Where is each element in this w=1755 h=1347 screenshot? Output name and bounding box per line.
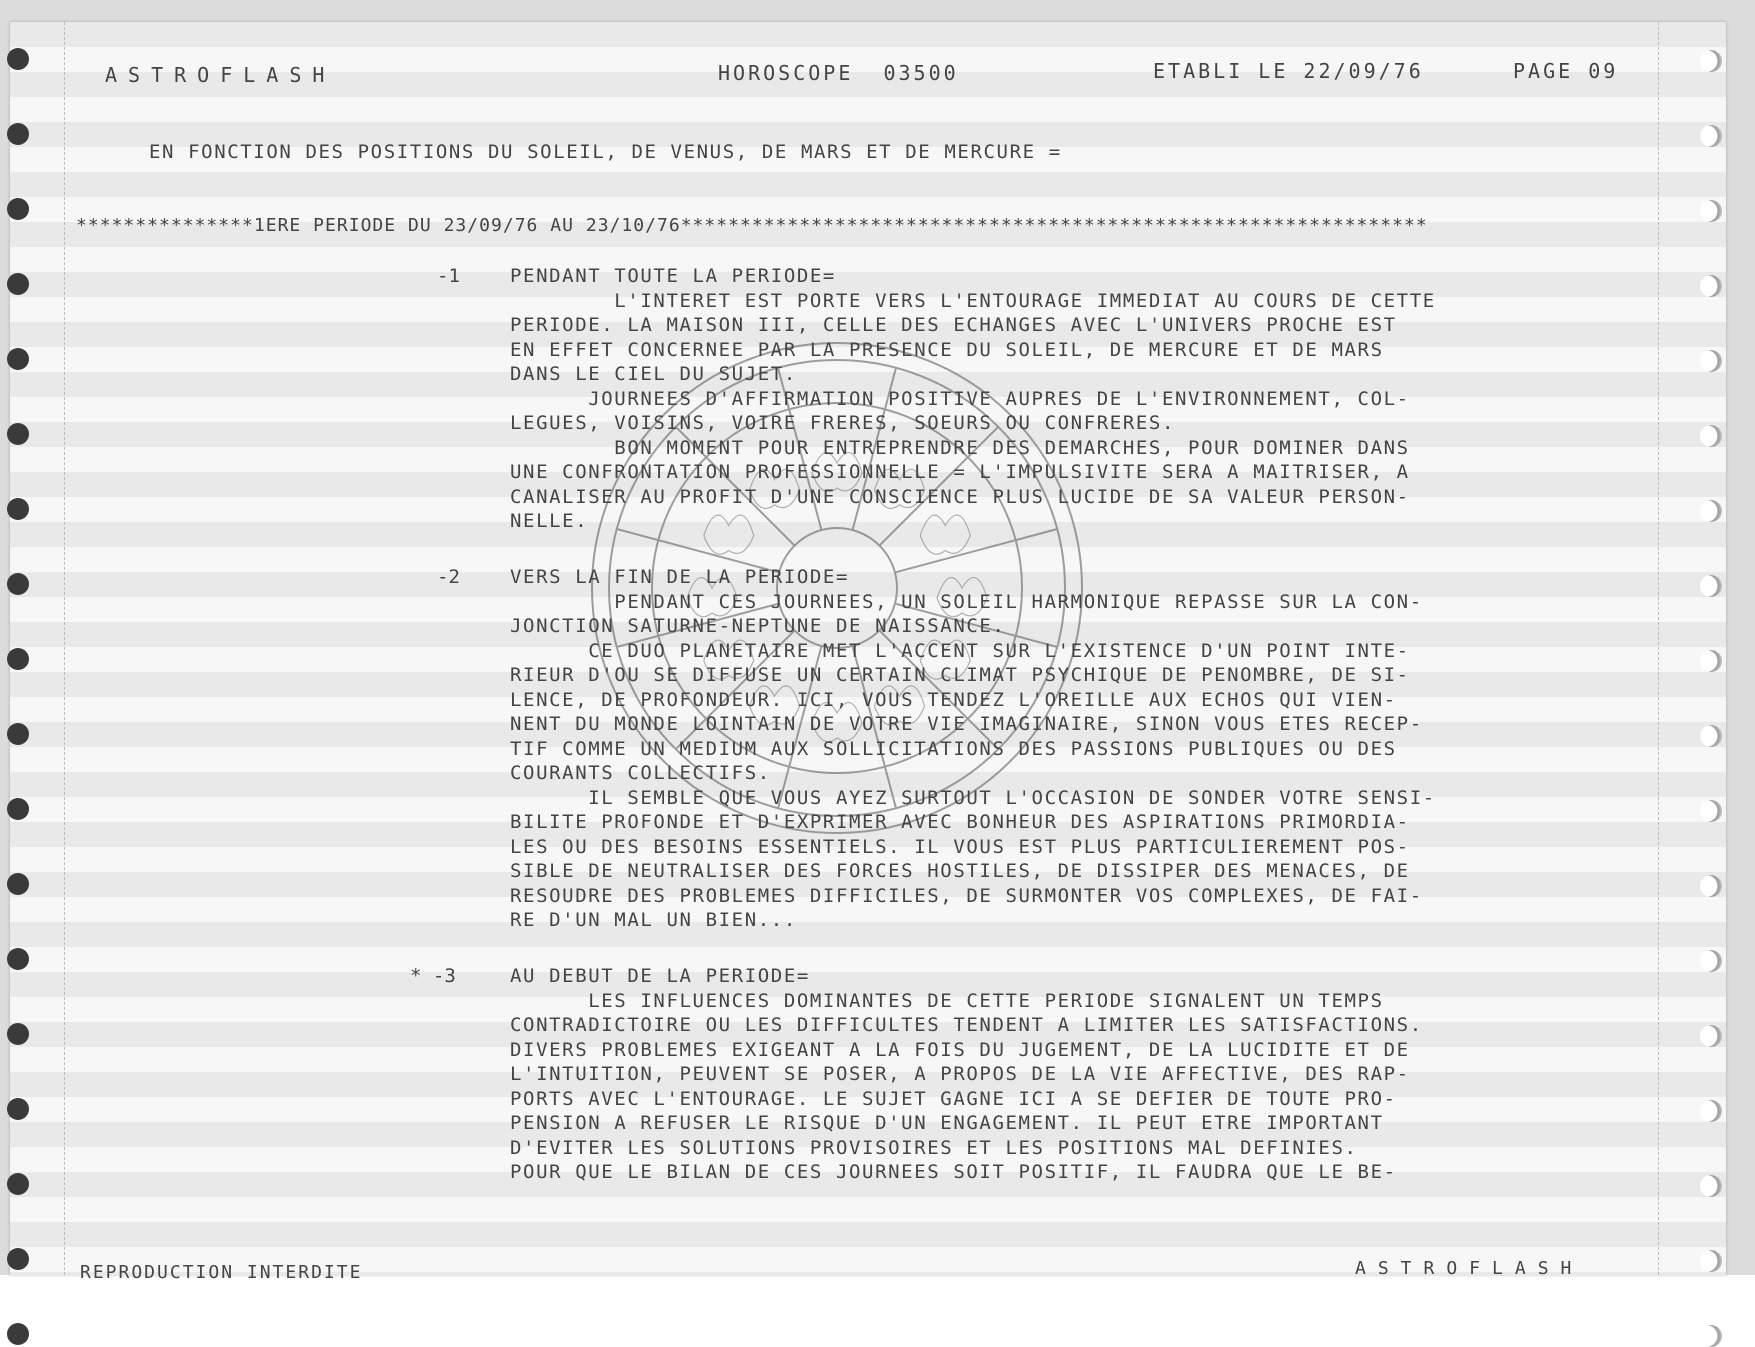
feed-hole-left bbox=[7, 273, 29, 295]
section-number: -1 bbox=[437, 265, 460, 287]
section-text-line: COURANTS COLLECTIFS. bbox=[510, 762, 771, 784]
footer-brand: ASTROFLASH bbox=[1355, 1258, 1584, 1279]
feed-hole-left bbox=[7, 1023, 29, 1045]
feed-hole-right bbox=[1700, 950, 1722, 972]
feed-hole-left bbox=[7, 648, 29, 670]
feed-hole-right bbox=[1700, 350, 1722, 372]
section-text-line: PENDANT TOUTE LA PERIODE= bbox=[510, 265, 836, 287]
horoscope-number: HOROSCOPE 03500 bbox=[718, 61, 959, 85]
feed-hole-left bbox=[7, 1323, 29, 1345]
feed-hole-right bbox=[1700, 1025, 1722, 1047]
section-text-line: RE D'UN MAL UN BIEN... bbox=[510, 909, 797, 931]
section-text-line: LES OU DES BESOINS ESSENTIELS. IL VOUS EST PLUS PARTICULIEREMENT POS- bbox=[510, 835, 1410, 858]
feed-hole-left bbox=[7, 423, 29, 445]
section-text-line: JONCTION SATURNE-NEPTUNE DE NAISSANCE. bbox=[510, 615, 1006, 637]
section-number: -2 bbox=[437, 566, 460, 588]
brand-title: ASTROFLASH bbox=[105, 63, 336, 87]
section-text-line: LENCE, DE PROFONDEUR. ICI, VOUS TENDEZ L'OREILLE AUX ECHOS QUI VIEN- bbox=[510, 688, 1397, 711]
feed-hole-right bbox=[1700, 200, 1722, 222]
section-text-line: BON MOMENT POUR ENTREPRENDRE DES DEMARCHES, POUR DOMINER DANS bbox=[510, 436, 1410, 459]
footer-reproduction-notice: REPRODUCTION INTERDITE bbox=[80, 1262, 363, 1283]
feed-hole-right bbox=[1700, 1250, 1722, 1272]
feed-hole-left bbox=[7, 1098, 29, 1120]
feed-hole-left bbox=[7, 573, 29, 595]
left-tear-line bbox=[64, 22, 65, 1275]
section-text-line: D'EVITER LES SOLUTIONS PROVISOIRES ET LES POSITIONS MAL DEFINIES. bbox=[510, 1136, 1358, 1159]
section-text-line: NENT DU MONDE LOINTAIN DE VOTRE VIE IMAGINAIRE, SINON VOUS ETES RECEP- bbox=[510, 713, 1423, 735]
section-text-line: PERIODE. LA MAISON III, CELLE DES ECHANGES AVEC L'UNIVERS PROCHE EST bbox=[510, 314, 1397, 336]
feed-hole-left bbox=[7, 198, 29, 220]
feed-hole-right bbox=[1700, 1325, 1722, 1347]
feed-hole-left bbox=[7, 1173, 29, 1195]
page-number: PAGE 09 bbox=[1513, 59, 1619, 83]
section-number: * -3 bbox=[410, 965, 456, 987]
established-date: ETABLI LE 22/09/76 bbox=[1153, 59, 1424, 83]
feed-hole-right bbox=[1700, 1100, 1722, 1122]
section-text-line: NELLE. bbox=[510, 510, 589, 532]
feed-hole-right bbox=[1700, 800, 1722, 822]
feed-hole-left bbox=[7, 123, 29, 145]
section-text-line: PORTS AVEC L'ENTOURAGE. LE SUJET GAGNE ICI A SE DEFIER DE TOUTE PRO- bbox=[510, 1087, 1397, 1110]
feed-hole-right bbox=[1700, 650, 1722, 672]
section-text-line: JOURNEES D'AFFIRMATION POSITIVE AUPRES DE L'ENVIRONNEMENT, COL- bbox=[510, 387, 1410, 410]
section-text-line: RIEUR D'OU SE DIFFUSE UN CERTAIN CLIMAT PSYCHIQUE DE PENOMBRE, DE SI- bbox=[510, 664, 1410, 686]
section-text-line: PENSION A REFUSER LE RISQUE D'UN ENGAGEMENT. IL PEUT ETRE IMPORTANT bbox=[510, 1112, 1384, 1134]
section-text-line: CE DUO PLANETAIRE MET L'ACCENT SUR L'EXISTENCE D'UN POINT INTE- bbox=[510, 639, 1410, 662]
section-text-line: DIVERS PROBLEMES EXIGEANT A LA FOIS DU JUGEMENT, DE LA LUCIDITE ET DE bbox=[510, 1038, 1410, 1061]
feed-hole-left bbox=[7, 1248, 29, 1270]
feed-hole-right bbox=[1700, 125, 1722, 147]
feed-hole-right bbox=[1700, 500, 1722, 522]
section-text-line: VERS LA FIN DE LA PERIODE= bbox=[510, 566, 850, 588]
section-text-line: TIF COMME UN MEDIUM AUX SOLLICITATIONS DES PASSIONS PUBLIQUES OU DES bbox=[510, 737, 1397, 760]
section-text-line: POUR QUE LE BILAN DE CES JOURNEES SOIT POSITIF, IL FAUDRA QUE LE BE- bbox=[510, 1161, 1397, 1183]
feed-hole-right bbox=[1700, 725, 1722, 747]
section-text-line: IL SEMBLE QUE VOUS AYEZ SURTOUT L'OCCASION DE SONDER VOTRE SENSI- bbox=[510, 786, 1436, 809]
feed-hole-right bbox=[1700, 275, 1722, 297]
feed-hole-left bbox=[7, 948, 29, 970]
section-text-line: DANS LE CIEL DU SUJET. bbox=[510, 363, 797, 385]
feed-hole-left bbox=[7, 48, 29, 70]
section-text-line: EN EFFET CONCERNEE PAR LA PRESENCE DU SOLEIL, DE MERCURE ET DE MARS bbox=[510, 338, 1384, 361]
section-text-line: RESOUDRE DES PROBLEMES DIFFICILES, DE SURMONTER VOS COMPLEXES, DE FAI- bbox=[510, 884, 1423, 907]
section-text-line: PENDANT CES JOURNEES, UN SOLEIL HARMONIQUE REPASSE SUR LA CON- bbox=[510, 590, 1423, 613]
section-text-line: LEGUES, VOISINS, VOIRE FRERES, SOEURS OU CONFRERES. bbox=[510, 412, 1175, 434]
period-banner: ***************1ERE PERIODE DU 23/09/76 AU 23/10/76*************************************************************** bbox=[76, 215, 1428, 236]
feed-hole-right bbox=[1700, 575, 1722, 597]
feed-hole-left bbox=[7, 348, 29, 370]
section-text-line: AU DEBUT DE LA PERIODE= bbox=[510, 965, 810, 987]
feed-hole-right bbox=[1700, 875, 1722, 897]
feed-hole-left bbox=[7, 798, 29, 820]
right-tear-line bbox=[1658, 22, 1659, 1275]
feed-hole-left bbox=[7, 498, 29, 520]
section-text-line: SIBLE DE NEUTRALISER DES FORCES HOSTILES, DE DISSIPER DES MENACES, DE bbox=[510, 860, 1410, 882]
wheel-spoke bbox=[895, 529, 1057, 572]
section-text-line: BILITE PROFONDE ET D'EXPRIMER AVEC BONHEUR DES ASPIRATIONS PRIMORDIA- bbox=[510, 811, 1410, 833]
feed-hole-left bbox=[7, 723, 29, 745]
feed-hole-left bbox=[7, 873, 29, 895]
section-text-line: L'INTERET EST PORTE VERS L'ENTOURAGE IMMEDIAT AU COURS DE CETTE bbox=[510, 289, 1436, 312]
feed-hole-right bbox=[1700, 50, 1722, 72]
section-text-line: UNE CONFRONTATION PROFESSIONNELLE = L'IMPULSIVITE SERA A MAITRISER, A bbox=[510, 461, 1410, 483]
feed-hole-right bbox=[1700, 425, 1722, 447]
section-text-line: CONTRADICTOIRE OU LES DIFFICULTES TENDENT A LIMITER LES SATISFACTIONS. bbox=[510, 1014, 1423, 1036]
intro-line: EN FONCTION DES POSITIONS DU SOLEIL, DE VENUS, DE MARS ET DE MERCURE = bbox=[149, 141, 1062, 163]
section-text-line: LES INFLUENCES DOMINANTES DE CETTE PERIODE SIGNALENT UN TEMPS bbox=[510, 989, 1384, 1012]
section-text-line: CANALISER AU PROFIT D'UNE CONSCIENCE PLUS LUCIDE DE SA VALEUR PERSON- bbox=[510, 485, 1410, 508]
feed-hole-right bbox=[1700, 1175, 1722, 1197]
section-text-line: L'INTUITION, PEUVENT SE POSER, A PROPOS DE LA VIE AFFECTIVE, DES RAP- bbox=[510, 1063, 1410, 1085]
zodiac-figure bbox=[704, 515, 754, 554]
zodiac-figure bbox=[920, 515, 970, 554]
